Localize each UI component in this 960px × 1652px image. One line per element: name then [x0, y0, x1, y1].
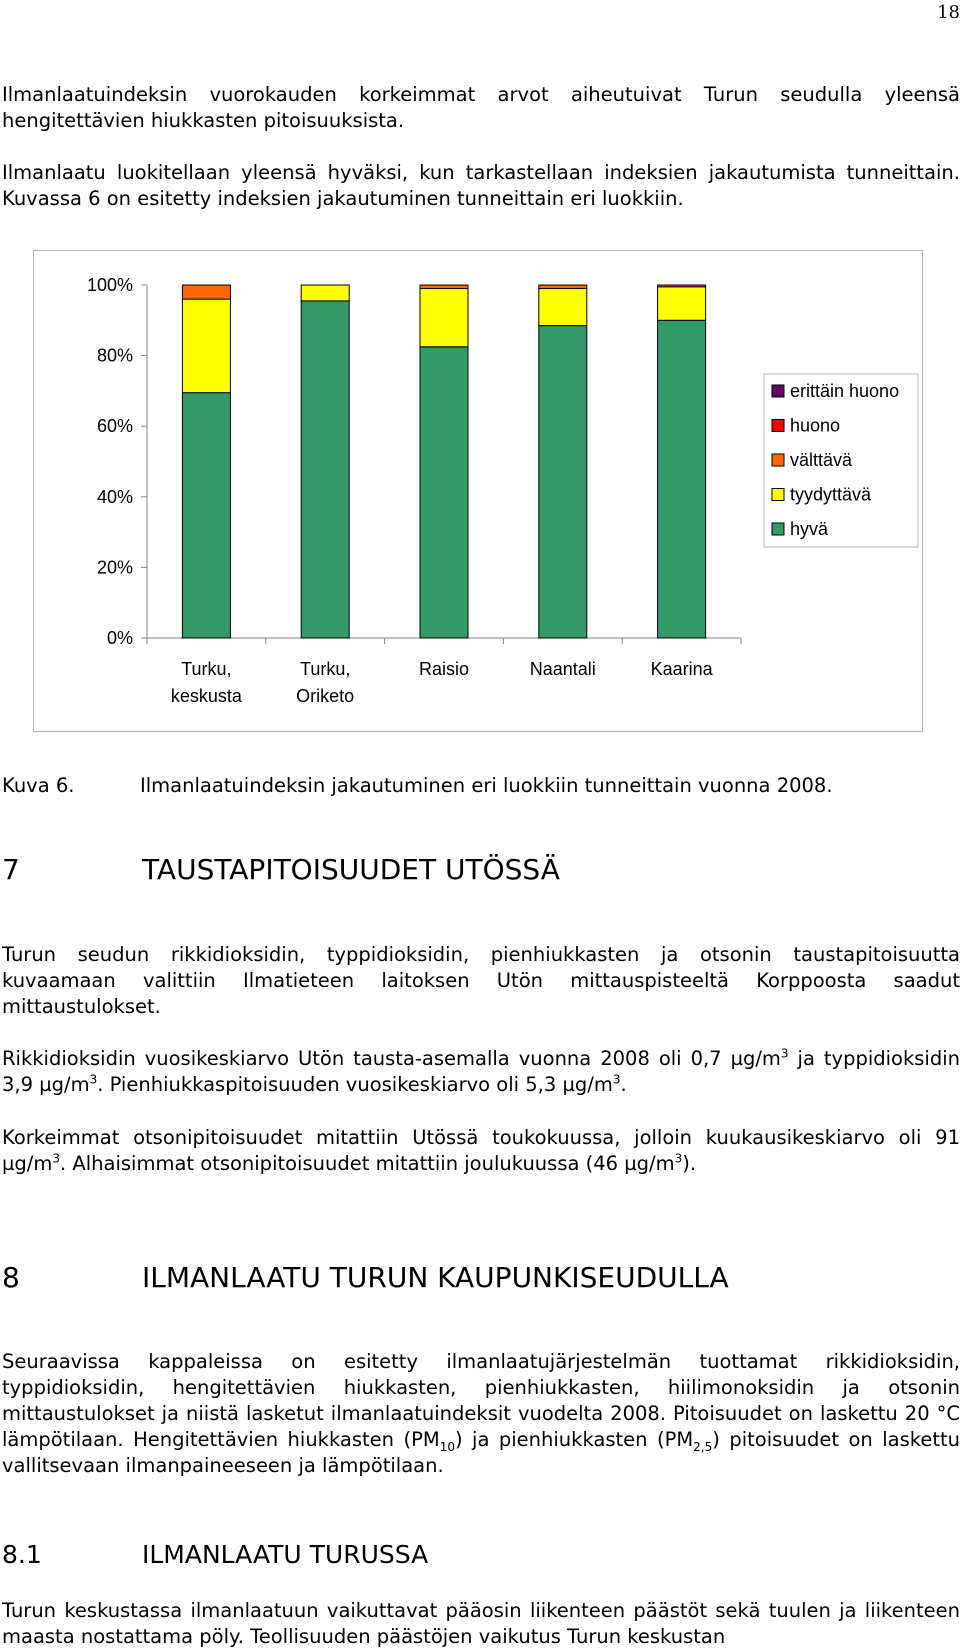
section-8-paragraph-1: Seuraavissa kappaleissa on esitetty ilmanlaatujärjestelmän tuottamat rikkidioksidin, typpidioksidin, hengitettävien hiukkasten, pienhiukkasten, hiilimonoksidin ja otsonin mittaustulokset ja niistä lasketut ilmanlaatuindeksit vuodelta 2008. Pitoisuudet on laskettu 20 °C lämpötilaan. Hengitettävien hiukkasten $(PM_{10})$ ja pienhiukkasten $(PM_{2,5})$ pitoisuudet on laskettu vallitsevaan ilmanpaineeseen ja lämpötilaan.	[2, 1350, 960, 1477]
bar-segment	[539, 285, 587, 289]
section-7-paragraph-2: Rikkidioksidin vuosikeskiarvo Utön tausta-asemalla vuonna 2008 oli 0,7 $\mu g/m^3$ ja typpidioksidin 3,9 $\mu g/m^3$. Pienhiukkaspitoisuuden vuosikeskiarvo oli 5,3 $\mu g/m^3$.	[2, 1046, 960, 1096]
bar-segment	[658, 320, 706, 638]
legend-label: hyvä	[790, 519, 829, 539]
section-8-1-number: 8.1	[2, 1540, 42, 1569]
bar-segment	[658, 285, 706, 287]
legend-label: erittäin huono	[790, 381, 900, 401]
bar-segment	[420, 347, 468, 638]
y-tick-label: 40%	[96, 486, 133, 507]
y-tick-label: 80%	[96, 345, 133, 366]
legend-swatch	[772, 523, 784, 535]
legend-label: huono	[790, 415, 841, 436]
bar-segment	[539, 289, 587, 326]
x-category-label: keskusta	[170, 686, 242, 706]
section-8-1-title: ILMANLAATU TURUSSA	[142, 1540, 429, 1569]
section-8-number: 8	[2, 1261, 20, 1294]
legend-swatch	[772, 420, 784, 432]
stacked-bar-chart	[0, 0, 960, 760]
section-7-paragraph-1: Turun seudun rikkidioksidin, typpidioksidin, pienhiukkasten ja otsonin taustapitoisuutta kuvaamaan valittiin Ilmatieteen laitoksen Utön mittauspisteeltä Korppoosta saadut mittaustulokset.	[2, 943, 960, 1018]
bar-segment	[420, 289, 468, 347]
section-7-number: 7	[2, 853, 20, 886]
intro-paragraph-1: Ilmanlaatuindeksin vuorokauden korkeimmat arvot aiheutuivat Turun seudulla yleensä hengitettävien hiukkasten pitoisuuksista.	[2, 83, 960, 132]
caption-label: Kuva 6.	[2, 774, 75, 797]
x-category-label: Kaarina	[650, 659, 713, 679]
y-tick-label: 100%	[86, 275, 133, 295]
x-category-label: Naantali	[529, 659, 596, 679]
legend-swatch	[772, 489, 784, 501]
bar-segment	[182, 285, 230, 299]
bar-segment	[301, 301, 349, 638]
intro-paragraph-2: Ilmanlaatu luokitellaan yleensä hyväksi, kun tarkastellaan indeksien jakautumista tunneittain. Kuvassa 6 on esitetty indeksien jakautuminen tunneittain eri luokkiin.	[2, 161, 960, 210]
section-8-1-paragraph-1: Turun keskustassa ilmanlaatuun vaikuttavat pääosin liikenteen päästöt sekä tuulen ja liikenteen maasta nostattama pöly. Teollisuuden päästöjen vaikutus Turun keskustan	[2, 1599, 960, 1648]
x-category-label: Turku,	[300, 659, 351, 679]
section-8-title: ILMANLAATU TURUN KAUPUNKISEUDULLA	[142, 1261, 729, 1294]
bar-segment	[658, 287, 706, 321]
x-category-label: Oriketo	[296, 686, 355, 706]
caption-text: Ilmanlaatuindeksin jakautuminen eri luokkiin tunneittain vuonna 2008.	[140, 774, 833, 797]
x-category-label: Raisio	[418, 659, 470, 679]
page-number: 18	[937, 2, 960, 23]
x-category-label: Turku,	[181, 659, 232, 679]
section-7-title: TAUSTAPITOISUUDET UTÖSSÄ	[142, 853, 560, 886]
y-tick-label: 0%	[106, 628, 133, 648]
legend-swatch	[772, 454, 784, 466]
bar-segment	[182, 393, 230, 638]
section-7-paragraph-3: Korkeimmat otsonipitoisuudet mitattiin Utössä toukokuussa, jolloin kuukausikeskiarvo oli 91 $\mu g/m^3$. Alhaisimmat otsonipitoisuudet mitattiin joulukuussa (46 $\mu g/m^3$).	[2, 1126, 960, 1175]
legend-label: tyydyttävä	[790, 484, 872, 505]
bar-segment	[539, 326, 587, 638]
y-tick-label: 60%	[96, 416, 133, 437]
legend-swatch	[772, 385, 784, 397]
bar-segment	[301, 285, 349, 301]
bar-segment	[182, 299, 230, 393]
bar-segment	[420, 285, 468, 289]
y-tick-label: 20%	[96, 557, 133, 578]
legend-label: välttävä	[790, 450, 853, 470]
